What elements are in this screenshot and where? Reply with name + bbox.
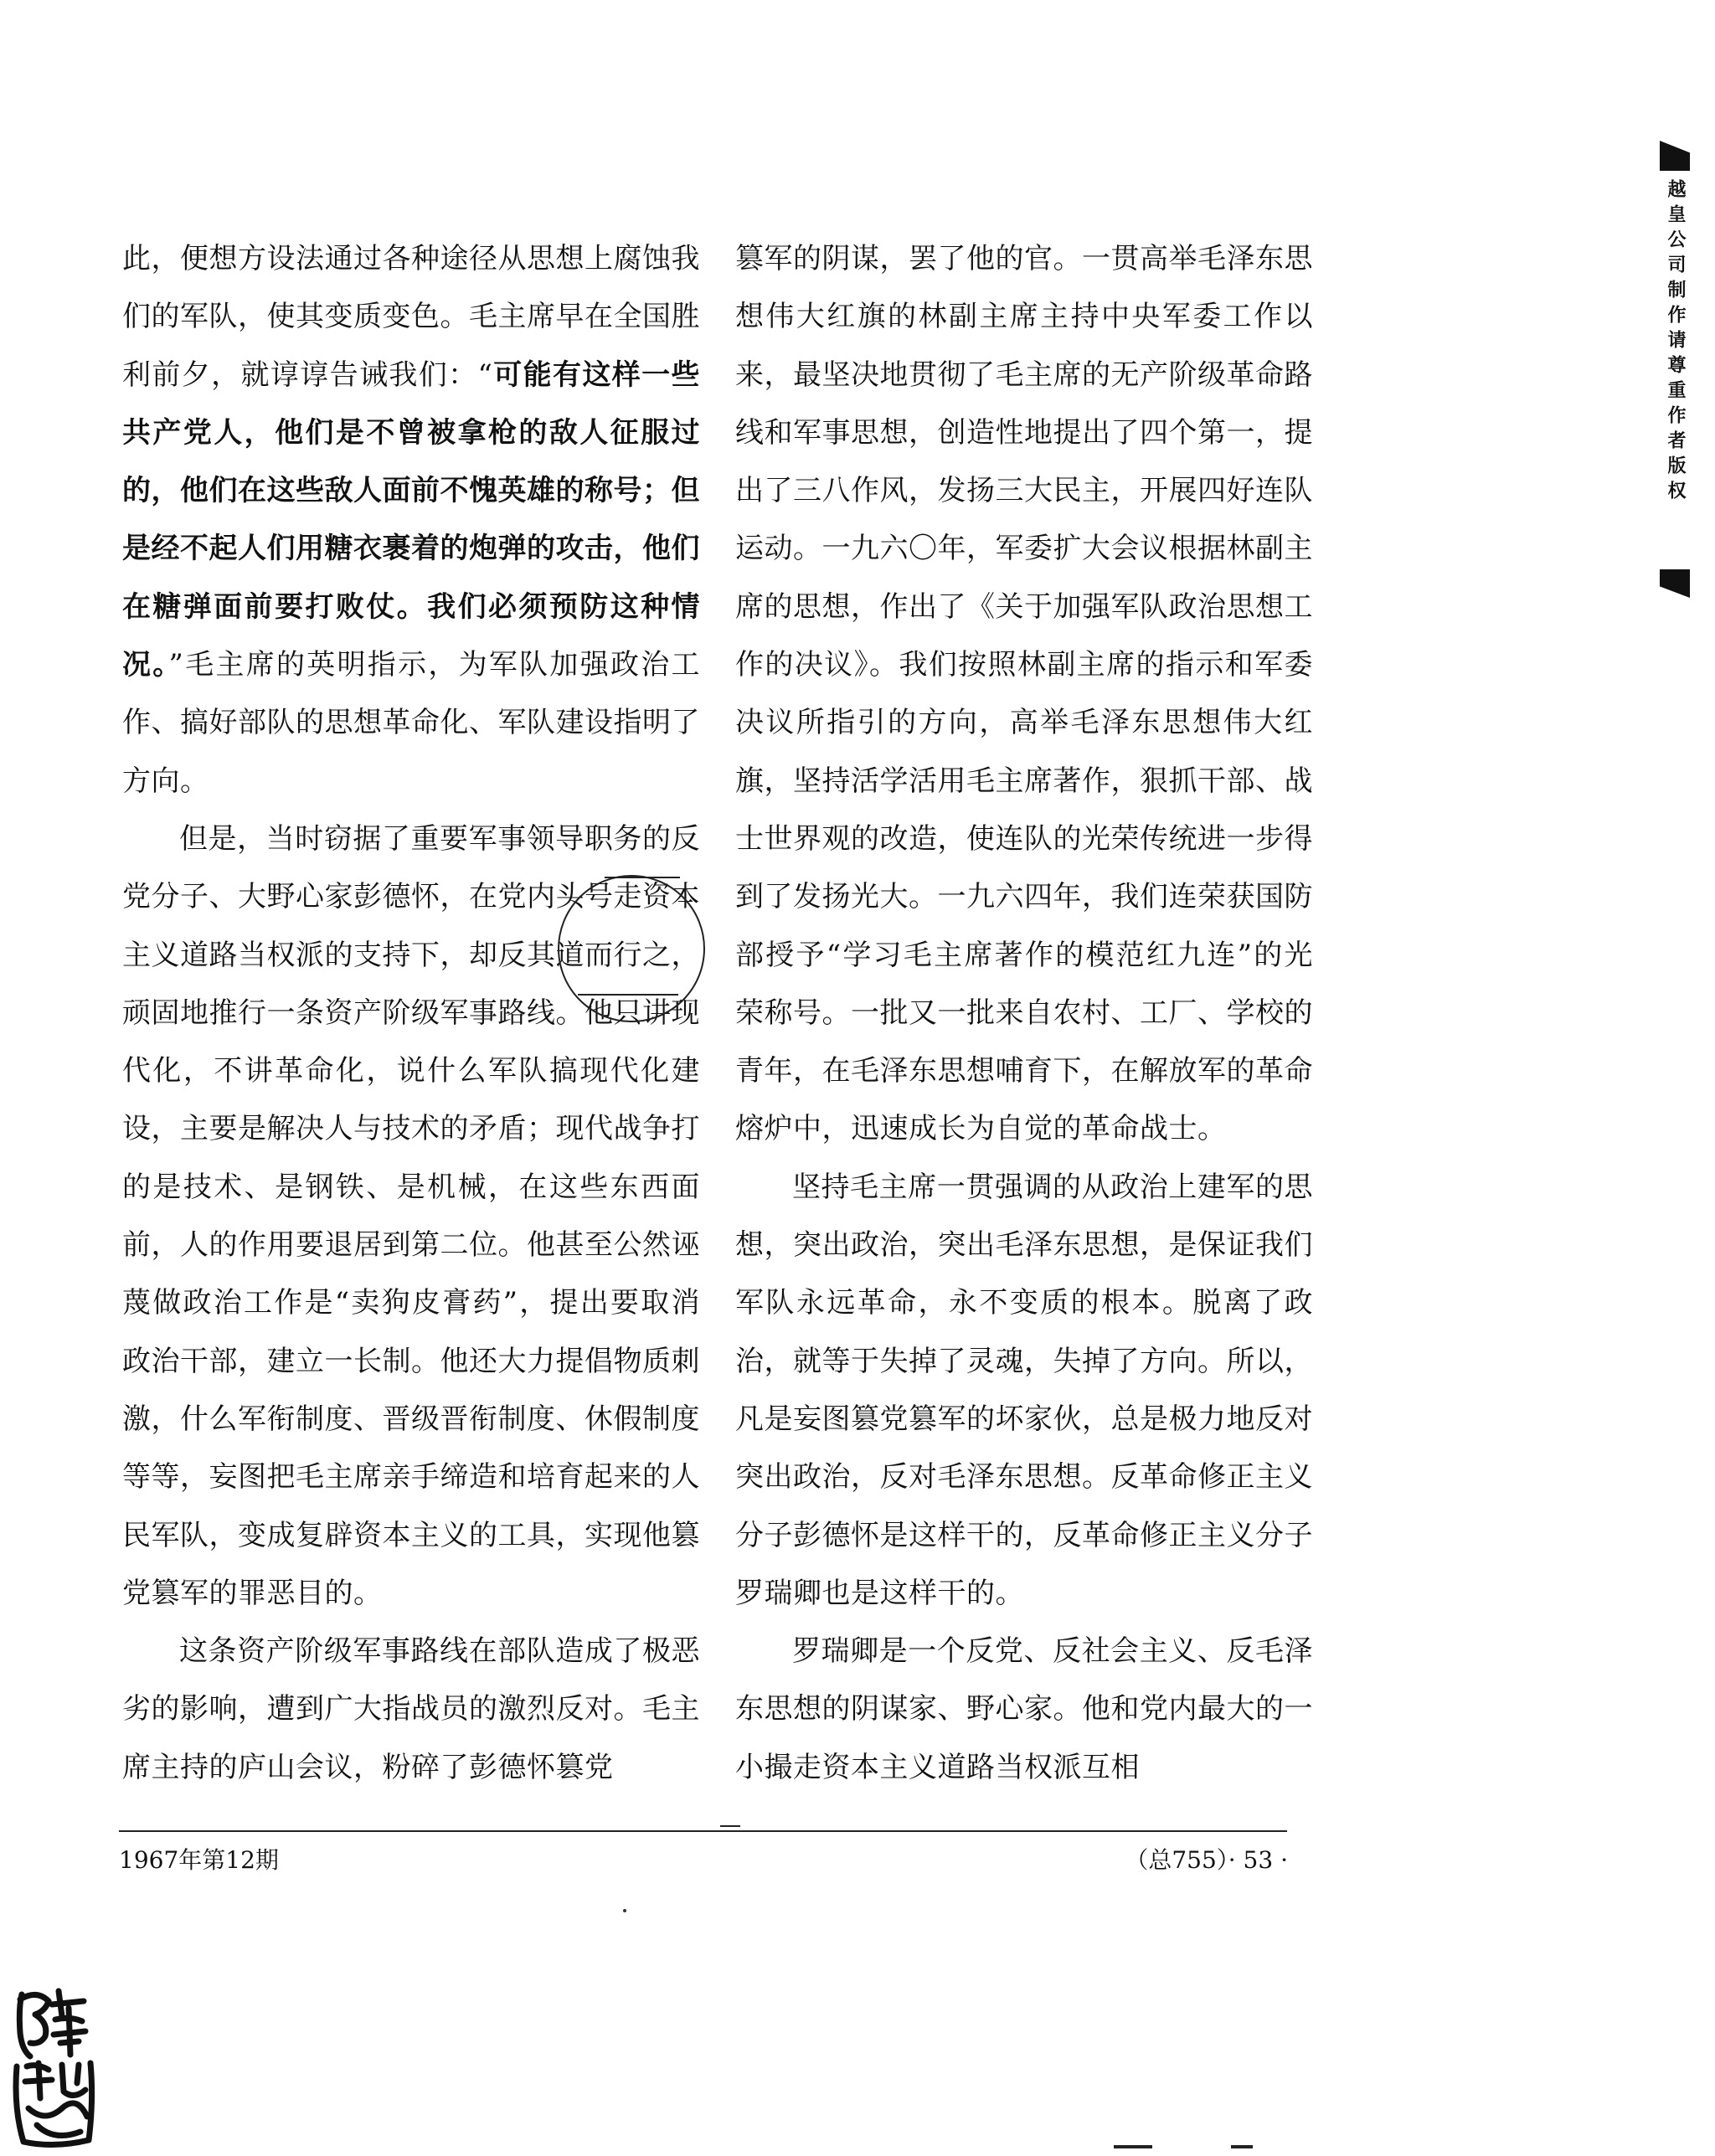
- paragraph-text: 篡军的阴谋，罢了他的官。一贯高举毛泽东思想伟大红旗的林副主席主持中央军委工作以来，最坚决地贯彻了毛主席的无产阶级革命路线和军事思想，创造性地提出了四个第一，提出了三八作风，发扬三大民主，开展四好连队运动。一九六〇年，军委扩大会议根据林副主席的思想，作出了《关于加强军队政治思想工作的决议》。我们按照林副主席的指示和军委决议所指引的方向，高举毛泽东思想伟大红旗，坚持活学活用毛主席著作，狠抓干部、战士世界观的改造，使连队的光荣传统进一步得到了发扬光大。一九六四年，我们连荣获国防部授予“学习毛主席著作的模范红九连”的光荣称号。一批又一批来自农村、工厂、学校的青年，在毛泽东思想哺育下，在解放军的革命熔炉中，迅速成长为自觉的革命战士。: [735, 242, 1313, 1146]
- bottom-edge-mark: [1114, 2145, 1152, 2148]
- footer-rule: [119, 1830, 1287, 1832]
- issue-label: 1967年第12期: [119, 1846, 279, 1874]
- paragraph-text: ”毛主席的英明指示，为军队加强政治工作、搞好部队的思想革命化、军队建设指明了方向。: [122, 648, 700, 798]
- bottom-edge-mark: [1231, 2145, 1253, 2148]
- paragraph: [122, 230, 700, 810]
- circle-annotation: [558, 875, 705, 1022]
- seal-stamp-icon: [12, 1983, 95, 2150]
- paragraph-text: 罗瑞卿是一个反党、反社会主义、反毛泽东思想的阴谋家、野心家。他和党内最大的一小撮走资本主义道路当权派互相: [735, 1634, 1313, 1784]
- paragraph-text: 但是，当时窃据了重要军事领导职务的反党分子、大野心家彭德怀，在党内头号走资本主义道路当权派的支持下，却反其道而行之，顽固地推行一条资产阶级军事路线。他只讲现代化，不讲革命化，说什么军队搞现代化建设，主要是解决人与技术的矛盾；现代战争打的是技术、是钢铁、是机械，在这些东西面前，人的作用要退居到第二位。他甚至公然诬蔑做政治工作是“卖狗皮膏药”，提出要取消政治干部，建立一长制。他还大力提倡物质刺激，什么军衔制度、晋级晋衔制度、休假制度等等，妄图把毛主席亲手缔造和培育起来的人民军队，变成复辟资本主义的工具，实现他篡党篡军的罪恶目的。: [122, 821, 700, 1610]
- paragraph-text: 此，便想方设法通过各种途径从思想上腐蚀我们的军队，使其变质变色。毛主席早在全国胜利前夕，就谆谆告诫我们：“: [122, 242, 700, 392]
- side-bar-bottom: [1660, 569, 1690, 598]
- paragraph: [122, 1623, 700, 1797]
- right-column: [735, 230, 1313, 1797]
- side-bar-top: [1660, 141, 1690, 171]
- paragraph: [735, 1159, 1313, 1623]
- paragraph: [735, 1623, 1313, 1797]
- page-number: （总755）· 53 ·: [1125, 1846, 1288, 1874]
- paragraph-text: 这条资产阶级军事路线在部队造成了极恶劣的影响，遭到广大指战员的激烈反对。毛主席主持的庐山会议，粉碎了彭德怀篡党: [122, 1634, 700, 1784]
- side-label-text: 越皇公司制作请尊重作者版权: [1665, 179, 1686, 506]
- copyright-side-label: [1660, 141, 1697, 597]
- quotation-bold-text: 可能有这样一些共产党人，他们是不曾被拿枪的敌人征服过的，他们在这些敌人面前不愧英雄的称号；但是经不起人们用糖衣裹着的炮弹的攻击，他们在糖弹面前要打败仗。我们必须预防这种情况。: [122, 358, 700, 682]
- footer-tick: [720, 1825, 740, 1827]
- paragraph: [735, 230, 1313, 1159]
- paragraph-text: 坚持毛主席一贯强调的从政治上建军的思想，突出政治，突出毛泽东思想，是保证我们军队永远革命，永不变质的根本。脱离了政治，就等于失掉了灵魂，失掉了方向。所以，凡是妄图篡党篡军的坏家伙，总是极力地反对突出政治，反对毛泽东思想。反革命修正主义分子彭德怀是这样干的，反革命修正主义分子罗瑞卿也是这样干的。: [735, 1170, 1313, 1610]
- speck: [623, 1909, 626, 1912]
- strikethrough-mark: [578, 994, 678, 996]
- strikethrough-mark: [605, 877, 680, 878]
